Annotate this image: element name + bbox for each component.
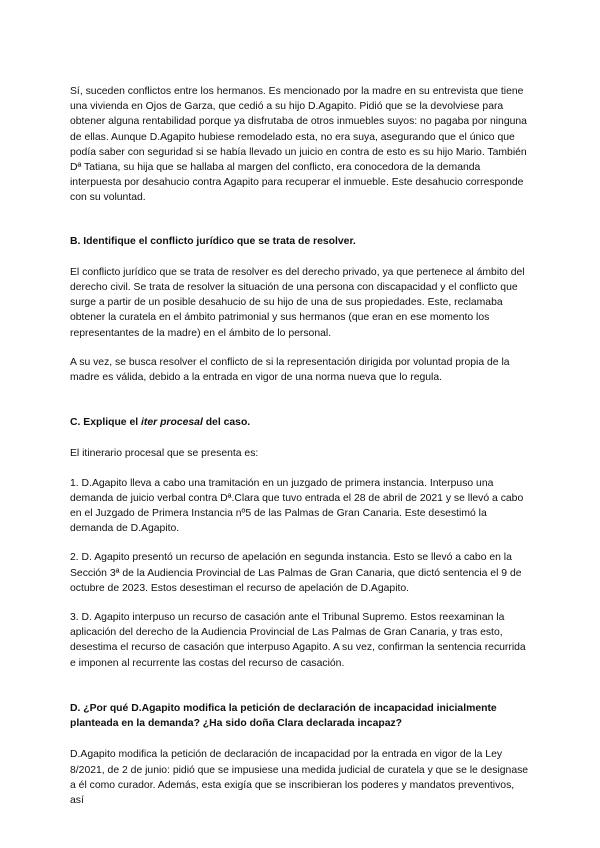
section-b-paragraph-2: A su vez, se busca resolver el conflicto de si la representación dirigida por voluntad propia de la madre es válida, debido a la entrada en vigor de una norma nueva que lo regula. [70,356,510,384]
section-d-paragraph-1: D.Agapito modifica la petición de declaración de incapacidad por la entrada en vigor de la Ley 8/2021, de 2 de junio: pidió que se impusiese una medida judicial de curatela y que se le designase a él como curador. Además, esta exigía que se inscribieran los poderes y mandatos preventivos, así [70,749,529,806]
section-b-heading: B. Identifique el conflicto jurídico que se trata de resolver. [70,235,356,247]
section-c-paragraph-3: 2. D. Agapito presentó un recurso de apelación en segunda instancia. Esto se llevó a cabo en la Sección 3ª de la Audiencia Provincial de Las Palmas de Gran Canaria, que dictó sentencia el 9 de octubre de 2023. Estos desestiman el recurso de apelación de D.Agapito. [70,552,522,594]
section-c-heading [70,415,530,430]
section-c-heading-pre: C. Explique el [70,417,142,429]
section-c-paragraph-1: El itinerario procesal que se presenta es: [70,448,259,460]
section-c-paragraph-4: 3. D. Agapito interpuso un recurso de casación ante el Tribunal Supremo. Estos reexaminan la aplicación del derecho de la Audiencia Provincial de Las Palmas de Gran Canaria, y tras esto, desestima el recurso de casación que interpuso Agapito. A su vez, confirman la sentencia recurrida e imponen al recurrente las costas del recurso de casación. [70,612,526,669]
section-c-heading-post: del caso. [202,417,251,429]
section-b-paragraph-1: El conflicto jurídico que se trata de resolver es del derecho privado, ya que pertenece al ámbito del derecho civil. Se trata de resolver la situación de una persona con discapacidad y el conflicto que surge a partir de un posible desahucio de su hijo de una de sus propiedades. Este, reclamaba obtener la curatela en el ámbito patrimonial y sus hermanos (que eran en ese momento los representantes de la madre) en el ámbito de lo personal. [70,266,525,339]
section-c-paragraph-2: 1. D.Agapito lleva a cabo una tramitación en un juzgado de primera instancia. Interpuso una demanda de juicio verbal contra Dª.Clara que tuvo entrada el 28 de abril de 2021 y se llevó a cabo en el Juzgado de Primera Instancia nº5 de las Palmas de Gran Canaria. Este desestimó la demanda de D.Agapito. [70,477,524,535]
section-c-heading-italic: iter procesal [141,417,203,429]
section-d-heading: D. ¿Por qué D.Agapito modifica la petición de declaración de incapacidad inicialmente planteada en la demanda? ¿Ha sido doña Clara declarada incapaz? [70,702,497,730]
paragraph-a-conflicts: Sí, suceden conflictos entre los hermanos. Es mencionado por la madre en su entrevista que tiene una vivienda en Ojos de Garza, que cedió a su hijo D.Agapito. Pidió que se la devolviese para obtener alguna rentabilidad porque ya disfrutaba de otros inmuebles suyos: no pagaba por ninguna de ellas. Aunque D.Agapito hubiese remodelado esta, no era suya, asegurando que el único que podía saber con seguridad si se había llevado un juicio en contra de esto es su hijo Mario. También Dª Tatiana, su hija que se hallaba al margen del conflicto, era conocedora de la demanda interpuesta por desahucio contra Agapito para recuperar el inmueble. Este desahucio corresponde con su voluntad. [70,86,527,204]
